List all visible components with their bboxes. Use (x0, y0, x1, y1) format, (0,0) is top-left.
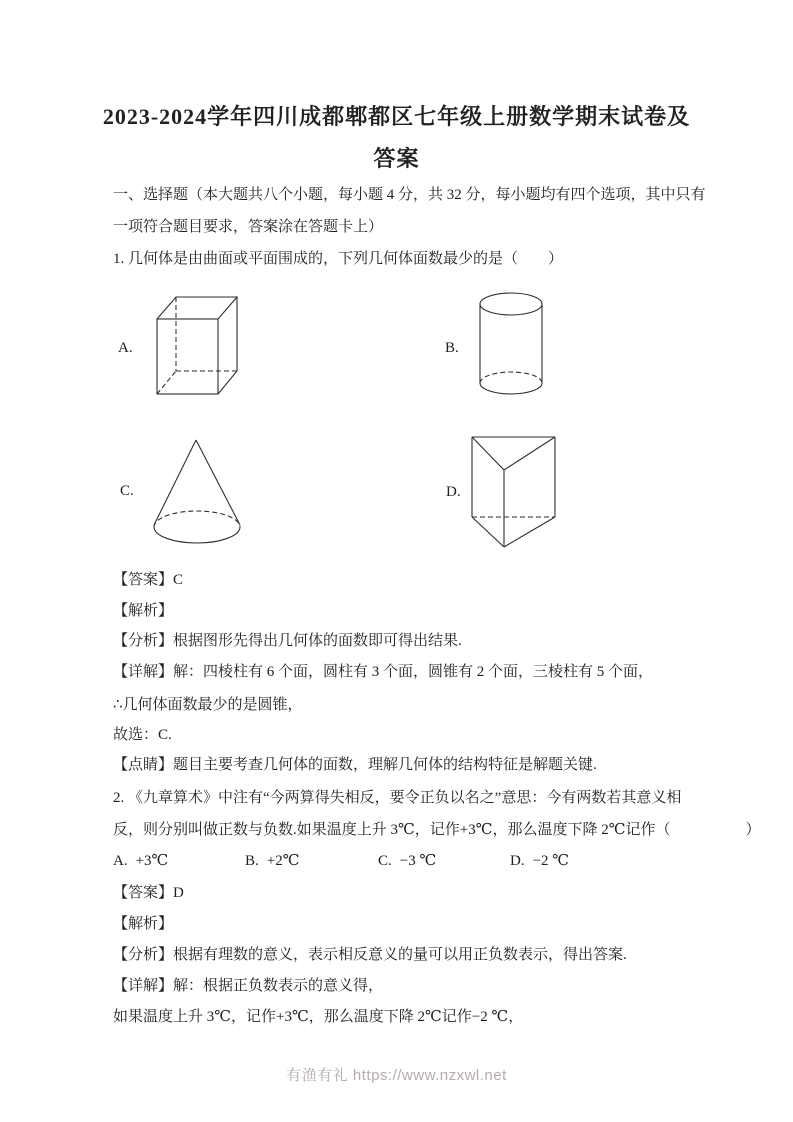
page-title-line1: 2023-2024学年四川成都郫都区七年级上册数学期末试卷及 (102, 104, 691, 129)
option-c-label: C. (378, 853, 392, 869)
option-c-value: −3 ℃ (399, 853, 437, 869)
q2-analysis: 【分析】根据有理数的意义，表示相反意义的量可以用正负数表示，得出答案. (113, 947, 627, 963)
figure-label-d: D. (446, 484, 461, 500)
q2-jiexi-heading: 【解析】 (113, 916, 174, 932)
option-a-label: A. (113, 853, 128, 869)
option-d (510, 851, 569, 870)
question2-stem-line1: 2. 《九章算术》中注有“今两算得失相反，要令正负以名之”意思：今有两数若其意义相 (113, 790, 682, 806)
option-b (245, 851, 300, 870)
option-c (378, 851, 436, 870)
q1-keypoint: 【点睛】题目主要考查几何体的面数，理解几何体的结构特征是解题关键. (113, 757, 597, 773)
q1-answer: 【答案】C (113, 572, 184, 588)
triangular-prism-figure (468, 433, 560, 553)
section-intro-line2: 一项符合题目要求，答案涂在答题卡上） (113, 219, 384, 235)
figure-label-b: B. (445, 340, 459, 356)
q2-detail-line1: 【详解】解：根据正负数表示的意义得， (113, 978, 384, 994)
page-title-line2: 答案 (373, 146, 420, 171)
option-a-value: +3℃ (135, 853, 169, 869)
question2-stem-line2: 反，则分别叫做正数与负数.如果温度上升 3℃，记作+3℃，那么温度下降 2℃记作（ ） (113, 822, 761, 838)
q1-detail-line1: 【详解】解：四棱柱有 6 个面，圆柱有 3 个面，圆锥有 2 个面，三棱柱有 5 个面， (113, 664, 654, 680)
q2-detail-line2: 如果温度上升 3℃，记作+3℃，那么温度下降 2℃记作−2 ℃， (113, 1009, 524, 1025)
option-d-label: D. (510, 853, 525, 869)
watermark-footer: 有渔有礼 https://www.nzxwl.net (286, 1067, 507, 1084)
cylinder-figure (475, 288, 550, 403)
question1-stem: 1. 几何体是由曲面或平面围成的，下列几何体面数最少的是（ ） (113, 251, 564, 267)
cone-figure (150, 435, 245, 547)
q1-jiexi-heading: 【解析】 (113, 603, 174, 619)
figure-label-c: C. (120, 483, 134, 499)
option-b-value: +2℃ (266, 853, 300, 869)
q1-detail-line2: ∴几何体面数最少的是圆锥， (113, 697, 303, 713)
cuboid-figure (150, 290, 245, 400)
option-d-value: −2 ℃ (532, 853, 570, 869)
option-b-label: B. (245, 853, 259, 869)
q2-answer: 【答案】D (113, 885, 184, 901)
option-a (113, 851, 168, 870)
section-intro-line1: 一、选择题（本大题共八个小题，每小题 4 分，共 32 分，每小题均有四个选项，其中只有 (113, 187, 706, 203)
q1-choice: 故选：C. (113, 727, 172, 743)
q1-analysis: 【分析】根据图形先得出几何体的面数即可得出结果. (113, 633, 462, 649)
figure-label-a: A. (118, 340, 133, 356)
